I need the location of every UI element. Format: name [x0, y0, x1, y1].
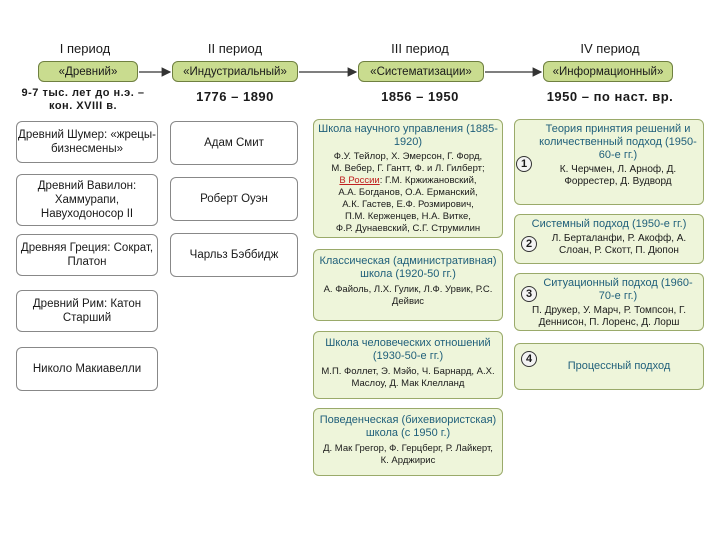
classical-school-title: Классическая (административная) школа (1920-50 гг.): [319, 255, 497, 280]
decision-theory-title: Теория принятия решений и количественный подход (1950-60-е гг.): [539, 123, 697, 161]
scientific-school-line-3: [318, 175, 498, 187]
scientific-school-line-1: Ф.У. Тейлор, Х. Эмерсон, Г. Форд,: [333, 151, 483, 162]
period-4-name: «Информационный»: [543, 61, 673, 82]
period-2-dates: 1776 – 1890: [196, 89, 274, 104]
scientific-school-line-7: Ф.Р. Дунаевский, С.Г. Струмилин: [335, 223, 481, 234]
number-badge-1: 1: [516, 156, 532, 172]
scientific-school-line-4: А.А. Богданов, О.А. Ерманский,: [338, 187, 478, 198]
number-badge-3: 3: [521, 286, 537, 302]
scientific-school-line-5: А.К. Гастев, Е.Ф. Розмирович,: [342, 199, 474, 210]
period-3-label: III период: [391, 41, 449, 56]
period-2-name: «Индустриальный»: [172, 61, 298, 82]
col3-school-human-relations: [313, 331, 503, 399]
col4-situational-approach: [514, 273, 704, 331]
period-1-dates: 9-7 тыс. лет до н.э. – кон. XVIII в.: [21, 87, 145, 112]
col1-item-machiavelli: Николо Макиавелли: [16, 347, 158, 391]
col3-school-classical: [313, 249, 503, 321]
situational-approach-title: Ситуационный подход (1960-70-е гг.): [543, 277, 693, 302]
human-relations-authors: М.П. Фоллет, Э. Мэйо, Ч. Барнард, А.Х. Маслоу, Д. Мак Клелланд: [321, 366, 495, 389]
behavioral-school-authors: Д. Мак Грегор, Ф. Герцберг, Р. Лайкерт, К. Арджирис: [323, 443, 493, 466]
period-2-label: II период: [207, 41, 263, 56]
period-4-dates: 1950 – по наст. вр.: [546, 89, 674, 104]
col4-process-approach: [514, 343, 704, 390]
decision-theory-authors: К. Черчмен, Л. Арноф, Д. Форрестер, Д. Вудворд: [559, 164, 677, 187]
scientific-school-line-3-rest: : Г.М. Кржижановский,: [379, 175, 477, 186]
col1-item-greece: Древняя Греция: Сократ, Платон: [16, 234, 158, 276]
in-russia-label: В России: [339, 175, 380, 186]
behavioral-school-title: Поведенческая (бихевиористская) школа (с 1950 г.): [319, 414, 497, 439]
col4-decision-theory: [514, 119, 704, 205]
scientific-school-line-2: М. Вебер, Г. Гантт, Ф. и Л. Гилберт;: [331, 163, 485, 174]
col3-school-behavioral: [313, 408, 503, 476]
col2-item-smith: Адам Смит: [170, 121, 298, 165]
scientific-school-line-6: П.М. Керженцев, Н.А. Витке,: [345, 211, 471, 222]
col2-item-owen: Роберт Оуэн: [170, 177, 298, 221]
systems-approach-authors: Л. Берталанфи, Р. Акофф, А. Слоан, Р. Скотт, П. Дюпон: [551, 233, 687, 256]
period-1-label: I период: [59, 41, 111, 56]
col2-item-babbage: Чарльз Бэббидж: [170, 233, 298, 277]
systems-approach-title: Системный подход (1950-е гг.): [531, 218, 687, 230]
situational-approach-authors: П. Друкер, У. Марч, Р. Томпсон, Г. Деннисон, П. Лоренс, Д. Лорш: [531, 305, 687, 328]
col3-school-scientific: [313, 119, 503, 238]
period-3-name: «Систематизации»: [358, 61, 484, 82]
classical-school-authors: А. Файоль, Л.Х. Гулик, Л.Ф. Урвик, Р.С. Дейвис: [323, 284, 493, 307]
period-1-name: «Древний»: [38, 61, 138, 82]
period-3-dates: 1856 – 1950: [381, 89, 459, 104]
process-approach-title: Процессный подход: [567, 360, 671, 372]
scientific-school-title: Школа научного управления (1885-1920): [318, 123, 498, 148]
col4-systems-approach: [514, 214, 704, 264]
col1-item-rome: Древний Рим: Катон Старший: [16, 290, 158, 332]
human-relations-title: Школа человеческих отношений (1930-50-е гг.): [325, 337, 491, 362]
col1-item-babylon: Древний Вавилон: Хаммурапи, Навуходоносор II: [16, 174, 158, 226]
period-4-label: IV период: [580, 41, 640, 56]
number-badge-4: 4: [521, 351, 537, 367]
col1-item-sumer: Древний Шумер: «жрецы-бизнесмены»: [16, 121, 158, 163]
timeline-arrows: [0, 0, 720, 100]
number-badge-2: 2: [521, 236, 537, 252]
